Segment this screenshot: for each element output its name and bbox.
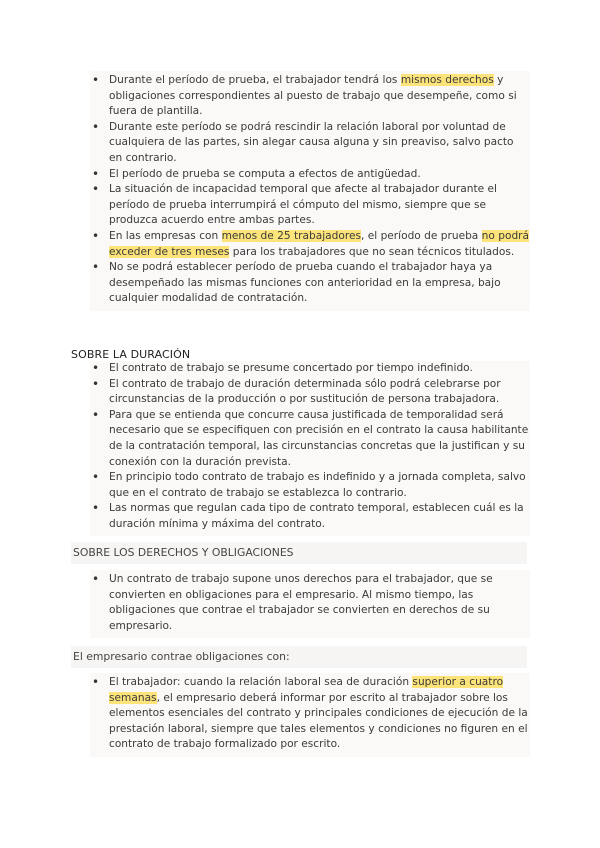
list-item: • En principio todo contrato de trabajo es indefinido y a jornada completa, salvo que en el contrato de trabajo se establezca lo contrario. xyxy=(90,470,530,501)
highlight: menos de 25 trabajadores xyxy=(221,229,361,242)
list-item: • Las normas que regulan cada tipo de contrato temporal, establecen cuál es la duración mínima y máxima del contrato. xyxy=(90,501,530,532)
list-item: • Durante el período de prueba, el trabajador tendrá los mismos derechos y obligaciones correspondientes al puesto de trabajo que desempeñe, como si fuera de plantilla. xyxy=(90,73,530,120)
derechos-heading: SOBRE LOS DERECHOS Y OBLIGACIONES xyxy=(71,542,527,564)
highlight: superior a cuatro semanas xyxy=(109,676,504,704)
duracion-list xyxy=(90,361,530,533)
list-item: • El período de prueba se computa a efectos de antigüedad. xyxy=(90,167,530,183)
list-item: • El contrato de trabajo se presume concertado por tiempo indefinido. xyxy=(90,361,530,377)
duracion-section xyxy=(90,361,530,536)
empresario-heading: El empresario contrae obligaciones con: xyxy=(71,646,527,668)
list-item: • El trabajador: cuando la relación laboral sea de duración superior a cuatro semanas, el empresario deberá informar por escrito al trabajador sobre los elementos esenciales del contrato y principales condiciones de ejecución de la prestación laboral, siempre que tales elementos y condiciones no figuren en el contrato de trabajo formalizado por escrito. xyxy=(90,675,530,753)
empresario-section xyxy=(90,673,530,757)
list-item: • El contrato de trabajo de duración determinada sólo podrá celebrarse por circunstancias de la producción o por sustitución de persona trabajadora. xyxy=(90,377,530,408)
derechos-section xyxy=(90,570,530,638)
list-item: • Para que se entienda que concurre causa justificada de temporalidad será necesario que se especifiquen con precisión en el contrato la causa habilitante de la contratación temporal, las circunstancias concretas que la justifican y su conexión con la duración prevista. xyxy=(90,408,530,470)
prueba-section xyxy=(90,71,530,311)
list-item: • No se podrá establecer período de prueba cuando el trabajador haya ya desempeñado las mismas funciones con anterioridad en la empresa, bajo cualquier modalidad de contratación. xyxy=(90,260,530,307)
empresario-list xyxy=(90,675,530,753)
list-item: • La situación de incapacidad temporal que afecte al trabajador durante el período de prueba interrumpirá el cómputo del mismo, siempre que se produzca acuerdo entre ambas partes. xyxy=(90,182,530,229)
highlight: mismos derechos xyxy=(400,74,494,86)
highlight: no podrá exceder de tres meses xyxy=(109,229,530,258)
list-item: • Un contrato de trabajo supone unos derechos para el trabajador, que se convierten en obligaciones para el empresario. Al mismo tiempo, las obligaciones que contrae el trabajador se convierten en derechos de su empresario. xyxy=(90,572,530,634)
prueba-list xyxy=(90,73,530,307)
derechos-list xyxy=(90,572,530,634)
list-item: • Durante este período se podrá rescindir la relación laboral por voluntad de cualquiera de las partes, sin alegar causa alguna y sin preaviso, salvo pacto en contrario. xyxy=(90,120,530,167)
duracion-heading: SOBRE LA DURACIÓN xyxy=(71,348,191,361)
list-item: • En las empresas con menos de 25 trabajadores, el período de prueba no podrá exceder de tres meses para los trabajadores que no sean técnicos titulados. xyxy=(90,229,530,260)
